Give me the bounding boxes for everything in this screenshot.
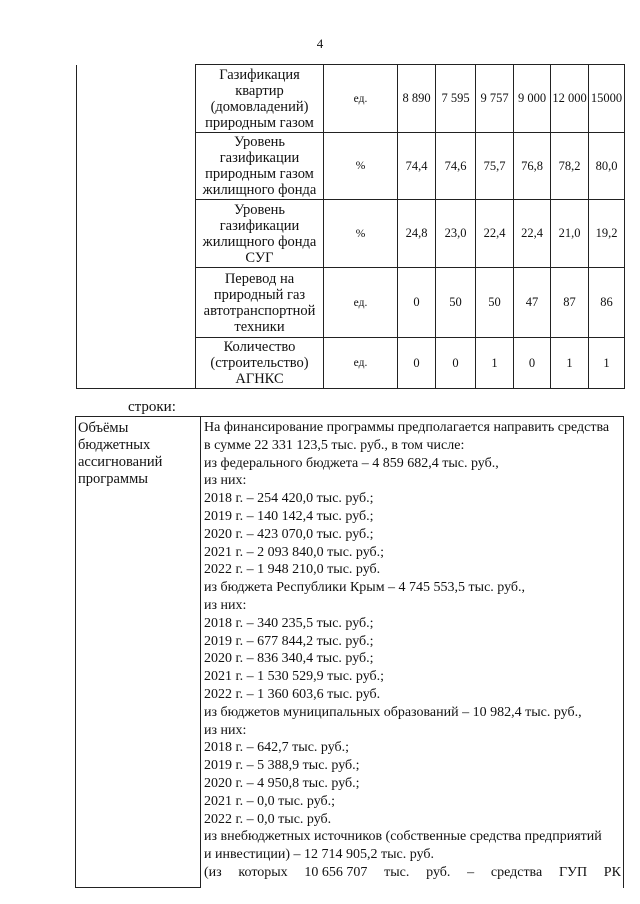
indicator-unit: ед. xyxy=(324,65,398,133)
indicator-value: 80,0 xyxy=(589,133,625,200)
budget-text-line: 2020 г. – 4 950,8 тыс. руб.; xyxy=(204,775,360,791)
budget-text-word: (из xyxy=(204,864,222,880)
indicator-name-line: Газификация xyxy=(219,66,300,83)
indicator-value: 12 000 xyxy=(551,65,589,133)
budget-text-word: руб. xyxy=(426,864,451,880)
indicator-value: 75,7 xyxy=(476,133,514,200)
budget-text-line: из внебюджетных источников (собственные средства предприятий xyxy=(204,829,602,845)
indicator-name-line: (строительство) xyxy=(210,355,309,371)
indicator-name-line: СУГ xyxy=(245,249,274,266)
indicator-name xyxy=(196,268,324,338)
indicator-value: 1 xyxy=(589,338,625,389)
budget-text-line: 2018 г. – 642,7 тыс. руб.; xyxy=(204,740,350,756)
budget-text-word: тыс. xyxy=(384,864,410,880)
budget-text-line: 2018 г. – 340 235,5 тыс. руб.; xyxy=(204,615,374,631)
indicator-value: 1 xyxy=(476,338,514,389)
budget-label-cell xyxy=(76,417,201,888)
indicator-name xyxy=(196,338,324,389)
indicator-row xyxy=(77,200,625,268)
indicator-name-line: жилищного фонда xyxy=(202,233,317,250)
budget-text-line: из них: xyxy=(204,473,247,489)
blank-cell xyxy=(77,133,196,200)
indicator-name-line: Уровень xyxy=(233,201,286,218)
budget-text-line: из них: xyxy=(204,722,247,738)
blank-cell xyxy=(77,65,196,133)
budget-text-word: которых xyxy=(238,864,288,880)
budget-text-line: из федерального бюджета – 4 859 682,4 тыс. руб., xyxy=(204,455,499,471)
budget-text-word: средства xyxy=(490,864,543,880)
budget-text-word: ГУП xyxy=(558,864,588,880)
budget-label-line: бюджетных xyxy=(78,437,151,453)
blank-cell xyxy=(77,268,196,338)
indicator-value: 50 xyxy=(436,268,476,338)
indicator-value: 24,8 xyxy=(398,200,436,268)
indicator-name-line: техники xyxy=(234,318,285,335)
budget-text-line: 2019 г. – 677 844,2 тыс. руб.; xyxy=(204,633,374,649)
indicator-value: 74,6 xyxy=(436,133,476,200)
indicator-value: 78,2 xyxy=(551,133,589,200)
indicator-value: 7 595 xyxy=(436,65,476,133)
budget-text-line: 2019 г. – 140 142,4 тыс. руб.; xyxy=(204,508,374,524)
indicator-name-line: природный газ xyxy=(213,286,306,303)
indicator-name-line: газификации xyxy=(219,150,300,166)
indicator-value: 76,8 xyxy=(514,133,551,200)
budget-text-line: в сумме 22 331 123,5 тыс. руб., в том числе: xyxy=(204,437,465,453)
budget-text-line: из бюджета Республики Крым – 4 745 553,5 тыс. руб., xyxy=(204,580,526,596)
indicator-row xyxy=(77,338,625,389)
blank-cell xyxy=(77,200,196,268)
indicator-value: 23,0 xyxy=(436,200,476,268)
indicator-value: 19,2 xyxy=(589,200,625,268)
indicator-name-line: автотранспортной xyxy=(203,302,316,319)
page-number: 4 xyxy=(316,36,324,51)
budget-label-line: ассигнований xyxy=(78,454,163,470)
budget-text-word: – xyxy=(467,864,475,880)
indicator-value: 0 xyxy=(398,268,436,338)
budget-label-line: Объёмы xyxy=(78,420,129,436)
indicator-value: 0 xyxy=(514,338,551,389)
indicator-value: 8 890 xyxy=(398,65,436,133)
indicator-name-line: жилищного фонда xyxy=(202,182,317,198)
indicator-value: 21,0 xyxy=(551,200,589,268)
budget-text-line: из бюджетов муниципальных образований – 10 982,4 тыс. руб., xyxy=(204,704,582,720)
indicator-unit: % xyxy=(324,200,398,268)
indicator-unit: ед. xyxy=(324,268,398,338)
indicator-value: 47 xyxy=(514,268,551,338)
budget-label-line: программы xyxy=(78,471,148,487)
indicator-value: 22,4 xyxy=(476,200,514,268)
budget-text-line: 2019 г. – 5 388,9 тыс. руб.; xyxy=(204,758,360,774)
budget-text-line: 2021 г. – 2 093 840,0 тыс. руб.; xyxy=(204,544,385,560)
budget-text-line: 2018 г. – 254 420,0 тыс. руб.; xyxy=(204,491,374,507)
indicator-name-line: природным газом xyxy=(205,166,314,182)
budget-text-line: 2022 г. – 1 948 210,0 тыс. руб. xyxy=(204,562,381,578)
budget-text-line: и инвестиции) – 12 714 905,2 тыс. руб. xyxy=(204,847,435,863)
budget-text-line: 2021 г. – 1 530 529,9 тыс. руб.; xyxy=(204,669,385,685)
indicator-value: 87 xyxy=(551,268,589,338)
budget-text-line: На финансирование программы предполагается направить средства xyxy=(204,420,610,435)
budget-text-line: 2020 г. – 423 070,0 тыс. руб.; xyxy=(204,526,374,542)
indicator-name-line: квартир xyxy=(235,82,284,99)
budget-text-word: 10 656 707 xyxy=(304,864,368,880)
indicator-value: 74,4 xyxy=(398,133,436,200)
indicator-name xyxy=(196,65,324,133)
budget-text-line: 2021 г. – 0,0 тыс. руб.; xyxy=(204,793,336,809)
indicator-value: 50 xyxy=(476,268,514,338)
indicator-name-line: Перевод на xyxy=(224,270,295,287)
indicator-row xyxy=(77,65,625,133)
budget-text-line-continued xyxy=(204,864,621,882)
indicator-name xyxy=(196,133,324,200)
indicator-name-line: АГНКС xyxy=(235,371,284,387)
indicator-name-line: (домовладений) xyxy=(210,98,309,115)
indicator-value: 0 xyxy=(398,338,436,389)
indicator-unit: % xyxy=(324,133,398,200)
budget-content-cell xyxy=(201,417,624,888)
budget-text-line: 2022 г. – 1 360 603,6 тыс. руб. xyxy=(204,686,381,702)
indicator-name-line: газификации xyxy=(219,217,300,234)
indicator-value: 9 000 xyxy=(514,65,551,133)
budget-text-line: 2022 г. – 0,0 тыс. руб. xyxy=(204,811,332,827)
indicator-name-line: Количество xyxy=(223,339,296,355)
indicator-name-line: природным газом xyxy=(205,114,314,131)
rows-caption: строки: xyxy=(128,399,176,415)
budget-table xyxy=(75,416,624,888)
indicator-value: 9 757 xyxy=(476,65,514,133)
indicator-value: 15000 xyxy=(589,65,625,133)
budget-text-word: РК xyxy=(603,864,621,880)
indicator-value: 0 xyxy=(436,338,476,389)
budget-text-line: из них: xyxy=(204,597,247,613)
indicator-value: 22,4 xyxy=(514,200,551,268)
budget-text-line: 2020 г. – 836 340,4 тыс. руб.; xyxy=(204,651,374,667)
indicator-row xyxy=(77,268,625,338)
indicator-value: 86 xyxy=(589,268,625,338)
indicator-name xyxy=(196,200,324,268)
blank-cell xyxy=(77,338,196,389)
indicator-value: 1 xyxy=(551,338,589,389)
indicator-row xyxy=(77,133,625,200)
indicator-name-line: Уровень xyxy=(233,134,286,150)
indicators-table xyxy=(76,64,625,389)
indicator-unit: ед. xyxy=(324,338,398,389)
